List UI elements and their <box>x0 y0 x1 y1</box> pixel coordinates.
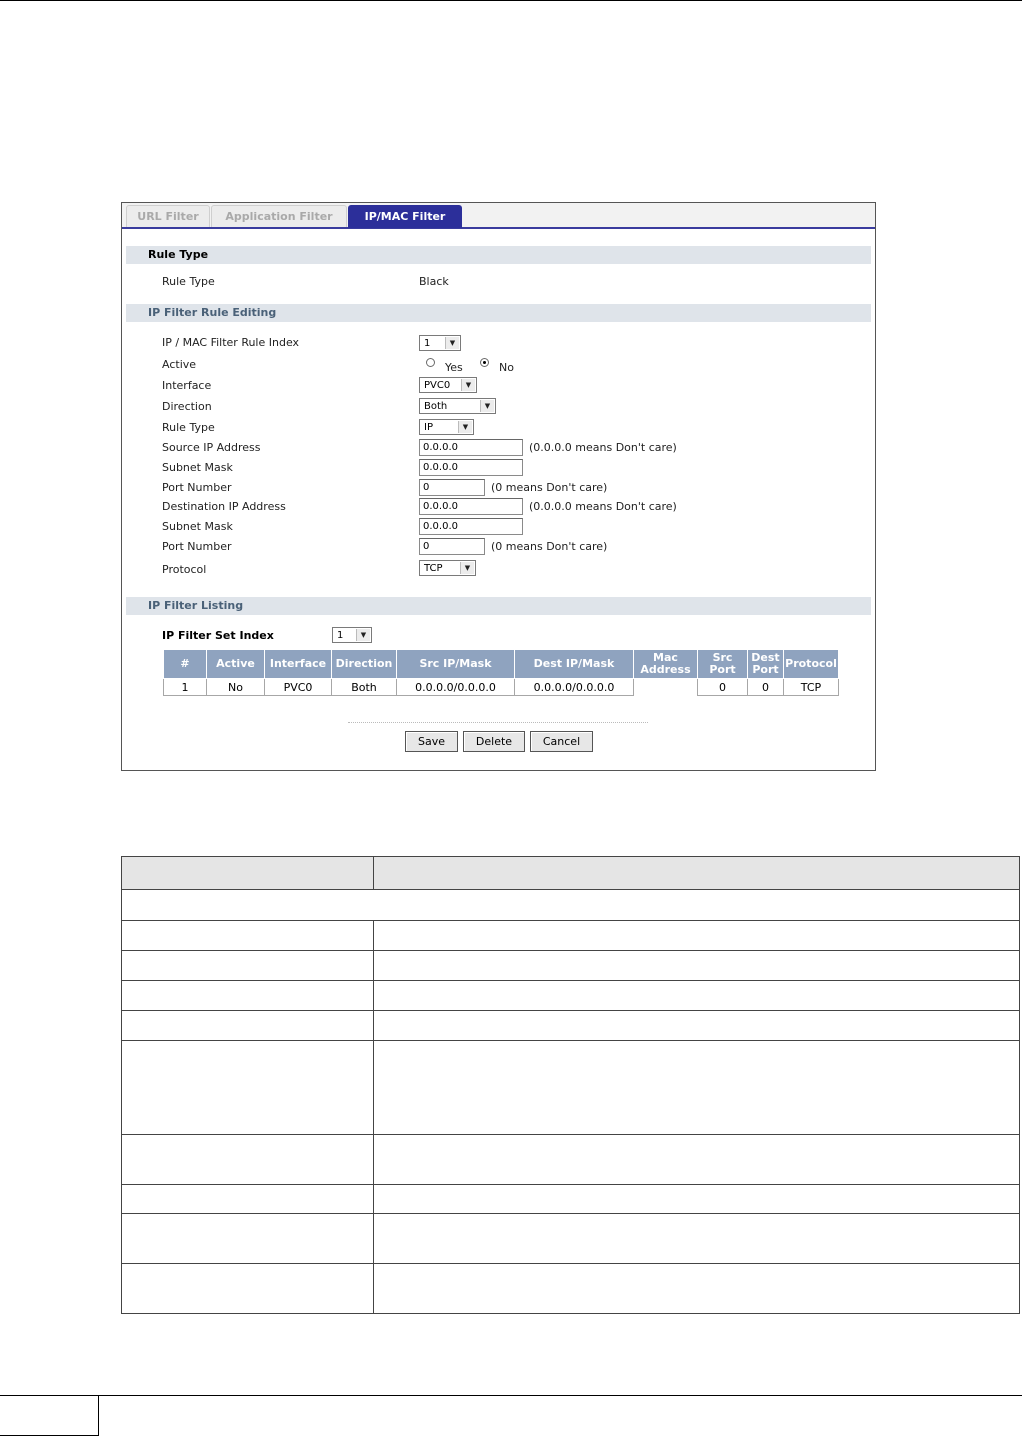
column-header: Interface <box>265 650 332 679</box>
table-cell <box>374 1041 1020 1135</box>
active-label: Active <box>162 358 197 371</box>
table-header-row <box>122 857 1020 890</box>
save-button[interactable]: Save <box>405 731 458 752</box>
table-row <box>122 921 1020 951</box>
table-row[interactable] <box>164 679 839 696</box>
table-row <box>122 951 1020 981</box>
direction-label: Direction <box>162 400 212 413</box>
destination-ip-label: Destination IP Address <box>162 500 286 513</box>
table-cell: 0 <box>748 679 784 696</box>
active-yes-radio[interactable] <box>426 358 435 367</box>
table-cell <box>374 857 1020 890</box>
interface-select[interactable] <box>419 377 477 393</box>
column-header: # <box>164 650 207 679</box>
table-cell: 0.0.0.0/0.0.0.0 <box>515 679 634 696</box>
table-cell: No <box>207 679 265 696</box>
source-ip-label: Source IP Address <box>162 441 261 454</box>
tab-url-filter[interactable]: URL Filter <box>126 205 210 227</box>
table-cell <box>122 1264 374 1314</box>
delete-button[interactable]: Delete <box>463 731 525 752</box>
table-cell <box>122 1041 374 1135</box>
table-cell <box>374 981 1020 1011</box>
column-header: Active <box>207 650 265 679</box>
table-cell: PVC0 <box>265 679 332 696</box>
table-cell <box>634 679 698 696</box>
page-top-rule <box>0 0 1022 1</box>
cancel-button[interactable]: Cancel <box>530 731 593 752</box>
table-cell <box>122 890 1020 921</box>
table-cell <box>122 981 374 1011</box>
table-cell: 0.0.0.0/0.0.0.0 <box>397 679 515 696</box>
table-cell <box>122 1135 374 1185</box>
ip-filter-listing-table <box>163 649 839 696</box>
protocol-value: TCP <box>424 563 443 574</box>
table-row <box>122 1185 1020 1214</box>
rule-index-label: IP / MAC Filter Rule Index <box>162 336 300 349</box>
direction-select[interactable] <box>419 398 496 414</box>
table-cell <box>374 1214 1020 1264</box>
source-ip-hint: (0.0.0.0 means Don't care) <box>529 441 677 454</box>
section-ip-filter-listing: IP Filter Listing <box>126 597 871 615</box>
chevron-down-icon: ▼ <box>461 379 475 391</box>
active-yes-label: Yes <box>445 361 463 374</box>
destination-port-input[interactable]: 0 <box>419 538 485 555</box>
table-row <box>122 1041 1020 1135</box>
column-header: Direction <box>332 650 397 679</box>
destination-subnet-mask-label: Subnet Mask <box>162 520 233 533</box>
source-subnet-mask-label: Subnet Mask <box>162 461 233 474</box>
table-cell <box>374 1264 1020 1314</box>
table-cell: TCP <box>784 679 839 696</box>
filter-set-index-select[interactable] <box>332 627 372 643</box>
table-row <box>122 1264 1020 1314</box>
source-port-hint: (0 means Don't care) <box>491 481 608 494</box>
table-row <box>122 890 1020 921</box>
table-cell <box>374 1011 1020 1041</box>
source-port-label: Port Number <box>162 481 232 494</box>
destination-ip-hint: (0.0.0.0 means Don't care) <box>529 500 677 513</box>
tab-ip-mac-filter[interactable]: IP/MAC Filter <box>348 205 462 228</box>
table-cell <box>374 1185 1020 1214</box>
destination-ip-input[interactable]: 0.0.0.0 <box>419 498 523 515</box>
column-header: Src IP/Mask <box>397 650 515 679</box>
chevron-down-icon: ▼ <box>460 562 474 574</box>
table-cell <box>122 1011 374 1041</box>
table-cell: 1 <box>164 679 207 696</box>
destination-subnet-mask-input[interactable]: 0.0.0.0 <box>419 518 523 535</box>
table-row <box>122 981 1020 1011</box>
active-no-radio[interactable] <box>480 358 489 367</box>
source-ip-input[interactable]: 0.0.0.0 <box>419 439 523 456</box>
table-row <box>122 1011 1020 1041</box>
column-header: Dest IP/Mask <box>515 650 634 679</box>
tab-application-filter[interactable]: Application Filter <box>211 205 347 227</box>
field-description-table <box>121 856 1020 1314</box>
page-number-box <box>0 1395 99 1436</box>
table-row <box>122 1214 1020 1264</box>
table-cell: Both <box>332 679 397 696</box>
interface-label: Interface <box>162 379 212 392</box>
protocol-select[interactable] <box>419 560 476 576</box>
destination-port-label: Port Number <box>162 540 232 553</box>
table-cell: 0 <box>698 679 748 696</box>
rule-type-value: Black <box>419 275 449 288</box>
rule-type-select[interactable] <box>419 419 474 435</box>
table-header-row <box>164 650 839 679</box>
rule-type-select-label: Rule Type <box>162 421 215 434</box>
column-header: Src Port <box>698 650 748 679</box>
rule-index-value: 1 <box>424 338 431 349</box>
table-cell <box>374 921 1020 951</box>
section-ip-filter-rule-editing: IP Filter Rule Editing <box>126 304 871 322</box>
column-header: Protocol <box>784 650 839 679</box>
filter-set-index-value: 1 <box>337 630 344 641</box>
interface-value: PVC0 <box>424 380 451 391</box>
chevron-down-icon: ▼ <box>458 421 472 433</box>
table-cell <box>122 1185 374 1214</box>
table-cell <box>374 951 1020 981</box>
column-header: Dest Port <box>748 650 784 679</box>
table-cell <box>122 921 374 951</box>
direction-value: Both <box>424 401 448 412</box>
column-header: Mac Address <box>634 650 698 679</box>
protocol-label: Protocol <box>162 563 207 576</box>
chevron-down-icon: ▼ <box>445 337 459 349</box>
table-cell <box>374 1135 1020 1185</box>
filter-set-index-label: IP Filter Set Index <box>162 629 274 642</box>
table-cell <box>122 1214 374 1264</box>
ip-mac-filter-screen <box>121 202 876 771</box>
table-cell <box>122 857 374 890</box>
divider <box>348 722 648 723</box>
rule-type-select-value: IP <box>424 422 433 433</box>
footer-rule <box>0 1395 1022 1396</box>
rule-index-select[interactable] <box>419 335 461 351</box>
active-no-label: No <box>499 361 514 374</box>
source-subnet-mask-input[interactable]: 0.0.0.0 <box>419 459 523 476</box>
destination-port-hint: (0 means Don't care) <box>491 540 608 553</box>
table-row <box>122 1135 1020 1185</box>
source-port-input[interactable]: 0 <box>419 479 485 496</box>
chevron-down-icon: ▼ <box>356 629 370 641</box>
rule-type-label: Rule Type <box>162 275 215 288</box>
chevron-down-icon: ▼ <box>480 400 494 412</box>
tab-bar <box>122 203 875 229</box>
table-cell <box>122 951 374 981</box>
section-rule-type: Rule Type <box>126 246 871 264</box>
